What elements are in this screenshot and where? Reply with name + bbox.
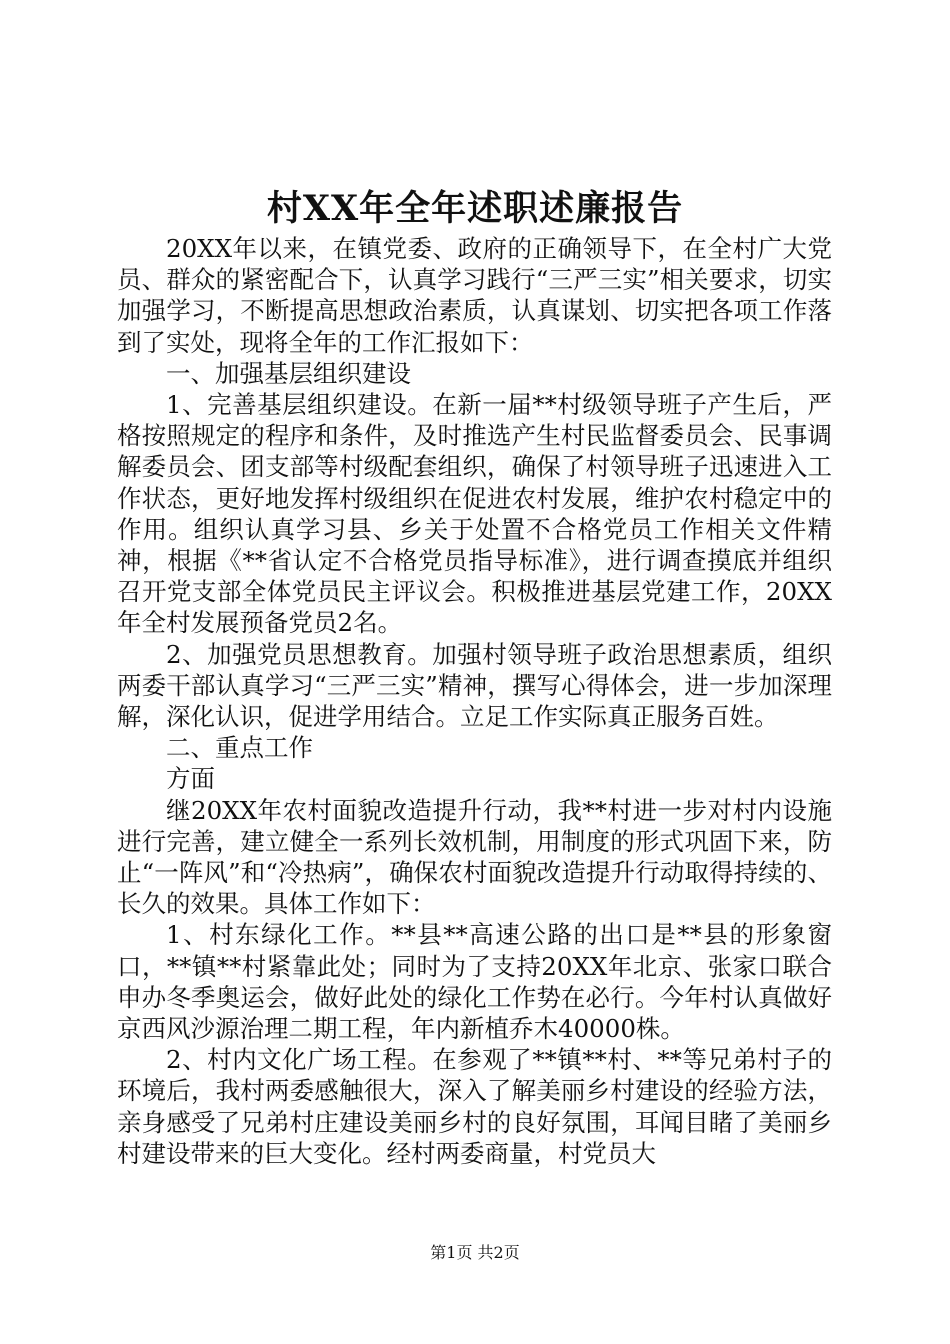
paragraph-culture-square: 2、村内文化广场工程。在参观了**镇**村、**等兄弟村子的环境后，我村两委感触很大，深入了解美丽乡村建设的经验方法，亲身感受了兄弟村庄建设美丽乡村的良好氛围，耳闻目睹了美丽乡村建设带来的巨大变化。经村两委商量，村党员大 <box>117 1045 832 1168</box>
subsection-label: 方面 <box>166 764 215 794</box>
section-heading-2: 二、重点工作 <box>166 733 313 763</box>
paragraph-intro: 20XX年以来，在镇党委、政府的正确领导下，在全村广大党员、群众的紧密配合下，认真学习践行“三严三实”相关要求，切实加强学习，不断提高思想政治素质，认真谋划、切实把各项工作落到了实处，现将全年的工作汇报如下： <box>117 234 832 357</box>
page-footer: 第1页 共2页 <box>430 1243 520 1262</box>
document-title: 村XX年全年述职述廉报告 <box>266 188 684 229</box>
paragraph-party-education: 2、加强党员思想教育。加强村领导班子政治思想素质，组织两委干部认真学习“三严三实”精神，撰写心得体会，进一步加深理解，深化认识，促进学用结合。立足工作实际真正服务百姓。 <box>117 639 832 732</box>
paragraph-village-improvement: 继20XX年农村面貌改造提升行动，我**村进一步对村内设施进行完善，建立健全一系列长效机制，用制度的形式巩固下来，防止“一阵风”和“冷热病”，确保农村面貌改造提升行动取得持续的、长久的效果。具体工作如下： <box>117 795 832 919</box>
document-body <box>117 233 832 1169</box>
section-heading-1: 一、加强基层组织建设 <box>166 358 411 388</box>
paragraph-greening: 1、村东绿化工作。**县**高速公路的出口是**县的形象窗口，**镇**村紧靠此处；同时为了支持20XX年北京、张家口联合申办冬季奥运会，做好此处的绿化工作势在必行。今年村认真做好京西风沙源治理二期工程，年内新植乔木40000株。 <box>117 920 832 1044</box>
paragraph-org-building: 1、完善基层组织建设。在新一届**村级领导班子产生后，严格按照规定的程序和条件，及时推选产生村民监督委员会、民事调解委员会、团支部等村级配套组织，确保了村领导班子迅速进入工作状态，更好地发挥村级组织在促进农村发展，维护农村稳定中的作用。组织认真学习县、乡关于处置不合格党员工作相关文件精神，根据《**省认定不合格党员指导标准》，进行调查摸底并组织召开党支部全体党员民主评议会。积极推进基层党建工作，20XX年全村发展预备党员2名。 <box>117 390 832 638</box>
